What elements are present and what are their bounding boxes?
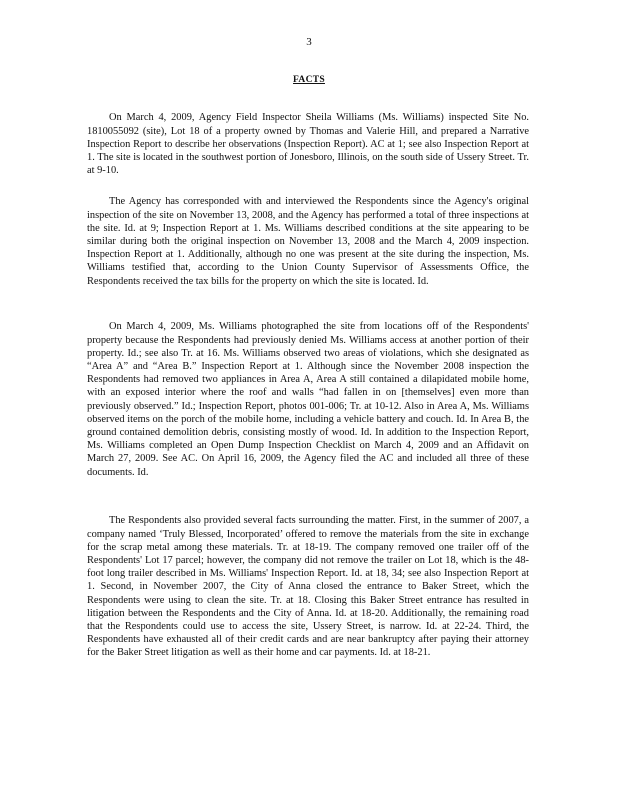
paragraph-inspection: On March 4, 2009, Agency Field Inspector Sheila Williams (Ms. Williams) inspected Site No. 1810055092 (site), Lot 18 of a property owned by Thomas and Valerie Hill, and prepared a Narrative Inspection Report to describe her observations (Inspection Report). AC at 1; see also Inspection Report at 1. The site is located in the southwest portion of Jonesboro, Illinois, on the south side of Ussery Street. Tr. at 9-10.	[87, 112, 529, 177]
section-heading-text: FACTS	[293, 75, 325, 85]
paragraph-agency-correspondence: The Agency has corresponded with and interviewed the Respondents since the Agency's original inspection of the site on November 13, 2008, and the Agency has performed a total of three inspections at the site. Id. at 9; Inspection Report at 1. Ms. Williams described conditions at the site appearing to be similar during both the original inspection on November 13, 2008 and the March 4, 2009 inspection. Inspection Report at 1. Additionally, although no one was present at the site during the inspection, Ms. Williams testified that, according to the Union County Supervisor of Assessments Office, the Respondents received the tax bills for the property on which the site is located. Id.	[87, 196, 529, 287]
paragraph-photographs: On March 4, 2009, Ms. Williams photographed the site from locations off of the Respondents' property because the Respondents had previously denied Ms. Williams access at another portion of their property. Id.; see also Tr. at 16. Ms. Williams observed two areas of violations, which she designated as “Area A” and “Area B.” Inspection Report at 1. Although since the November 2008 inspection the Respondents had removed two appliances in Area A, Area A still contained a dilapidated mobile home, with an exposed interior where the roof and walls “had fallen in on [themselves] even more than previously observed.” Id.; Inspection Report, photos 001-006; Tr. at 10-12. Also in Area A, Ms. Williams observed items on the porch of the mobile home, including a vehicle battery and couch. Id. In Area B, the ground contained demolition debris, consisting mostly of wood. Id. In addition to the Inspection Report, Ms. Williams completed an Open Dump Inspection Checklist on March 4, 2009 and an Affidavit on March 27, 2009. See AC. On April 16, 2009, the Agency filed the AC and included all three of these documents. Id.	[87, 321, 529, 478]
paragraph-respondent-facts: The Respondents also provided several facts surrounding the matter. First, in the summer of 2007, a company named ‘Truly Blessed, Incorporated’ offered to remove the materials from the site in exchange for the scrap metal among these materials. Tr. at 18-19. The company removed one trailer off of the Respondents' Lot 17 parcel; however, the company did not remove the trailer on Lot 18, which is the 48-foot long trailer described in Ms. Williams' Inspection Report. Id. at 18, 34; see also Inspection Report at 1. Second, in November 2007, the City of Anna closed the entrance to Baker Street, which the Respondents were using to clean the site. Tr. at 18. Closing this Baker Street entrance has resulted in litigation between the Respondents and the City of Anna. Id. at 18-20. Additionally, the remaining road that the Respondents could use to access the site, Ussery Street, is narrow. Id. at 22-24. Third, the Respondents have exhausted all of their credit cards and are near bankruptcy after paying their attorney for the Baker Street litigation as well as their home and car payments. Id. at 18-21.	[87, 515, 529, 659]
page-number: 3	[306, 36, 312, 48]
section-heading	[0, 75, 618, 85]
